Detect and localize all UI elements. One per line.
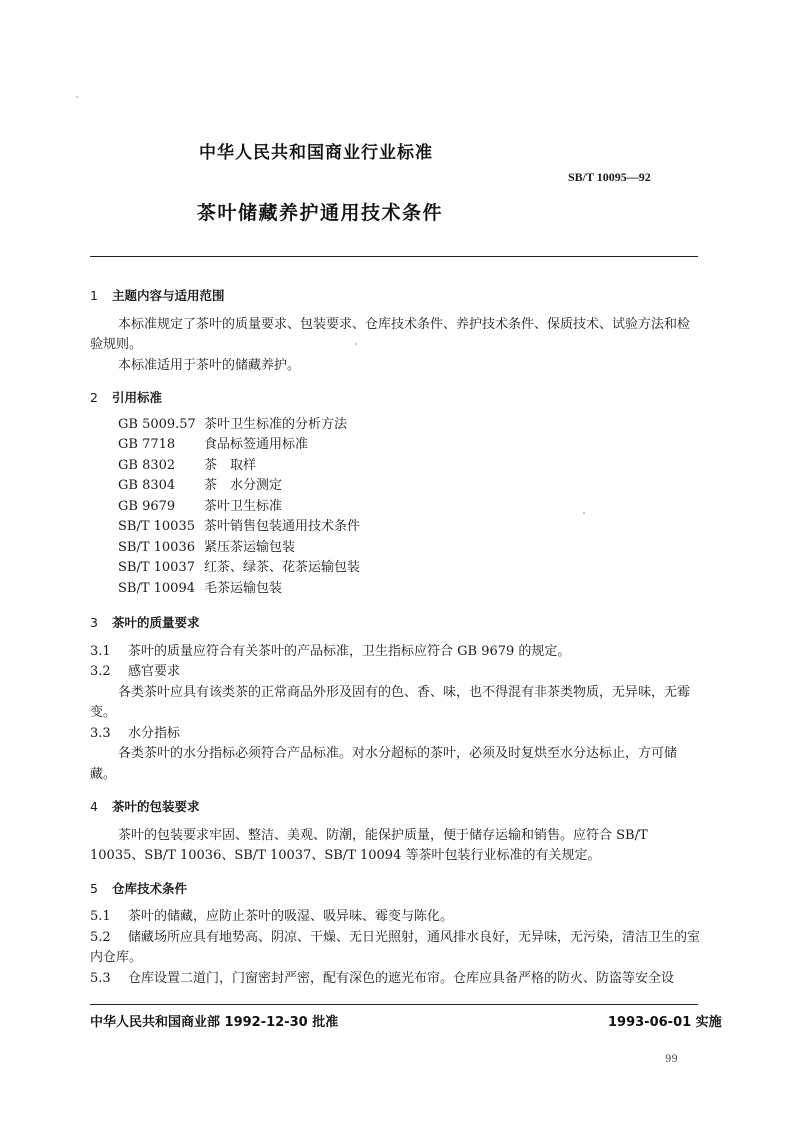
clause-title: 水分指标 bbox=[128, 725, 181, 741]
paragraph: 各类茶叶应具有该类茶的正常商品外形及固有的色、香、味，也不得混有非茶类物质，无异味，无霉变。 bbox=[90, 684, 691, 720]
clause bbox=[90, 642, 702, 663]
reference-item bbox=[118, 558, 702, 579]
section-5-heading bbox=[90, 879, 702, 900]
effective-date: 1993-06-01 实施 bbox=[608, 1015, 722, 1030]
section-number: 2 bbox=[90, 390, 98, 405]
reference-code: GB 8302 bbox=[118, 457, 176, 473]
paragraph: 茶叶的包装要求牢固、整洁、美观、防潮，能保护质量，便于储存运输和销售。应符合 SB/T 10035、SB/T 10036、SB/T 10037、SB/T 10094 等茶叶包装行业标准的有关规定。 bbox=[90, 827, 648, 863]
approval-info: 中华人民共和国商业部 1992-12-30 批准 bbox=[90, 1015, 339, 1030]
reference-item bbox=[118, 538, 702, 559]
reference-item bbox=[118, 517, 702, 538]
clause-heading bbox=[90, 662, 702, 683]
clause-number: 5.1 bbox=[90, 909, 111, 924]
paragraph: 本标准规定了茶叶的质量要求、包装要求、仓库技术条件、养护技术条件、保质技术、试验方法和检验规则。 bbox=[90, 316, 691, 352]
reference-name: 食品标签通用标准 bbox=[204, 437, 309, 452]
reference-item bbox=[118, 435, 702, 456]
reference-code: GB 9679 bbox=[118, 498, 176, 514]
reference-code: GB 5009.57 bbox=[118, 416, 196, 432]
reference-name: 茶叶销售包装通用技术条件 bbox=[204, 519, 361, 534]
clause bbox=[90, 928, 702, 969]
reference-code: GB 7718 bbox=[118, 437, 176, 452]
paragraph: 本标准适用于茶叶的储藏养护。 bbox=[118, 357, 301, 373]
clause-text: 茶叶的质量应符合有关茶叶的产品标准，卫生指标应符合 GB 9679 的规定。 bbox=[128, 643, 571, 659]
reference-item bbox=[118, 415, 702, 436]
clause-number: 5.3 bbox=[90, 970, 111, 986]
section-1-heading bbox=[90, 286, 702, 307]
section-4-heading bbox=[90, 797, 702, 818]
reference-name: 毛茶运输包装 bbox=[204, 580, 283, 596]
clause bbox=[90, 907, 702, 928]
clause-heading bbox=[90, 724, 702, 745]
header-divider bbox=[90, 256, 698, 257]
clause-number: 5.2 bbox=[90, 929, 111, 945]
clause-text: 仓库设置二道门，门窗密封严密，配有深色的遮光布帘。仓库应具备严格的防火、防盗等安全设 bbox=[128, 970, 675, 986]
clause-title: 感官要求 bbox=[128, 664, 181, 679]
section-number: 5 bbox=[90, 880, 98, 896]
section-3-heading bbox=[90, 613, 702, 634]
document-body bbox=[90, 286, 702, 989]
reference-item bbox=[118, 476, 702, 497]
clause-number: 3.3 bbox=[90, 725, 111, 741]
clause-text: 茶叶的储藏，应防止茶叶的吸湿、吸异味、霉变与陈化。 bbox=[128, 909, 454, 924]
reference-code: SB/T 10094 bbox=[118, 580, 195, 596]
section-title: 仓库技术条件 bbox=[112, 880, 188, 896]
scan-speck bbox=[76, 96, 78, 98]
section-title: 茶叶的包装要求 bbox=[112, 799, 200, 814]
clause-text: 储藏场所应具有地势高、阴凉、干燥、无日光照射，通风排水良好，无异味，无污染，清洁卫生的室内仓库。 bbox=[90, 929, 701, 965]
clause bbox=[90, 969, 702, 990]
reference-item bbox=[118, 497, 702, 518]
reference-code: SB/T 10035 bbox=[118, 519, 195, 534]
footer-divider bbox=[90, 1004, 698, 1005]
section-number: 3 bbox=[90, 615, 98, 630]
reference-name: 红茶、绿茶、花茶运输包装 bbox=[204, 560, 361, 575]
standard-code: SB/T 10095—92 bbox=[568, 170, 651, 184]
section-number: 1 bbox=[90, 288, 98, 303]
reference-name: 茶叶卫生标准 bbox=[204, 498, 283, 514]
reference-name: 茶 取样 bbox=[204, 457, 257, 473]
page-number: 99 bbox=[665, 1054, 678, 1065]
reference-code: SB/T 10036 bbox=[118, 539, 195, 555]
reference-name: 紧压茶运输包装 bbox=[204, 539, 296, 555]
reference-code: GB 8304 bbox=[118, 478, 176, 493]
reference-item bbox=[118, 456, 702, 477]
reference-name: 茶 水分测定 bbox=[204, 478, 283, 493]
clause-number: 3.2 bbox=[90, 664, 111, 679]
reference-name: 茶叶卫生标准的分析方法 bbox=[204, 416, 348, 432]
reference-list bbox=[118, 415, 702, 600]
paragraph: 各类茶叶的水分指标必须符合产品标准。对水分超标的茶叶，必须及时复烘至水分达标止，方可储藏。 bbox=[90, 746, 678, 782]
section-number: 4 bbox=[90, 799, 98, 814]
clause-number: 3.1 bbox=[90, 643, 111, 659]
section-title: 引用标准 bbox=[112, 390, 163, 405]
issuing-org-title: 中华人民共和国商业行业标准 bbox=[199, 143, 433, 163]
section-title: 主题内容与适用范围 bbox=[112, 288, 225, 303]
document-title: 茶叶储藏养护通用技术条件 bbox=[197, 202, 444, 224]
reference-code: SB/T 10037 bbox=[118, 560, 195, 575]
section-title: 茶叶的质量要求 bbox=[112, 615, 200, 630]
section-2-heading bbox=[90, 388, 702, 409]
reference-item bbox=[118, 579, 702, 600]
